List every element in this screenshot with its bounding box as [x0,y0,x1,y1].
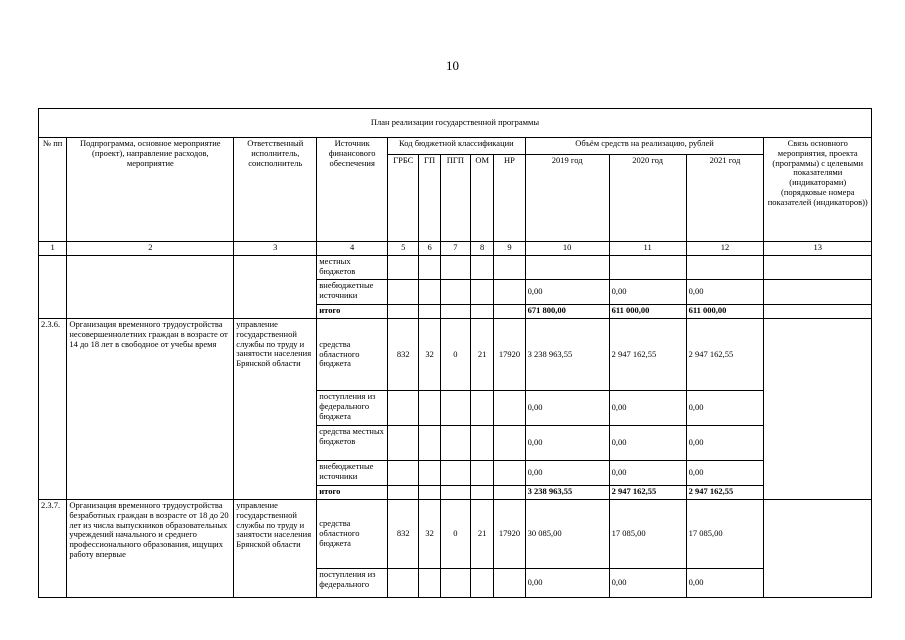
code-om: 21 [471,500,494,569]
header-2020: 2020 год [609,155,686,242]
code-pgp: 0 [440,500,470,569]
amount-cell: 17 085,00 [686,500,764,569]
header-responsible: Ответственный исполнитель, соисполнитель [234,138,317,242]
total-label: итого [317,305,388,319]
amount-cell: 0,00 [686,391,764,426]
total-cell: 2 947 162,55 [609,486,686,500]
header-subprogram: Подпрограмма, основное мероприятие (проект), направление расходов, мероприятие [67,138,234,242]
col-number: 9 [494,242,525,256]
amount-cell: 0,00 [609,461,686,486]
amount-cell: 0,00 [686,569,764,598]
source-cell: средства областного бюджета [317,319,388,391]
col-number: 13 [764,242,872,256]
total-label: итого [317,486,388,500]
header-2021: 2021 год [686,155,764,242]
code-grbs: 832 [388,319,419,391]
header-link: Связь основного мероприятия, проекта (программы) с целевыми показателями (индикаторами) (порядковые номера показателей (индикаторов)) [764,138,872,242]
amount-cell: 3 238 963,55 [525,319,609,391]
table-row [39,500,872,569]
code-gp: 32 [419,500,440,569]
item-number: 2.3.6. [39,319,67,500]
total-cell: 2 947 162,55 [686,486,764,500]
amount-cell: 0,00 [686,426,764,461]
amount-cell: 0,00 [609,569,686,598]
amount-cell: 0,00 [609,280,686,305]
amount-cell: 0,00 [686,461,764,486]
code-om: 21 [471,319,494,391]
total-cell: 611 000,00 [686,305,764,319]
total-cell: 611 000,00 [609,305,686,319]
header-gp: ГП [419,155,440,242]
amount-cell: 0,00 [525,426,609,461]
item-number: 2.3.7. [39,500,67,598]
col-number: 1 [39,242,67,256]
col-number: 12 [686,242,764,256]
col-number: 5 [388,242,419,256]
col-number: 8 [471,242,494,256]
link-cell [764,500,872,598]
code-nr: 17920 [494,500,525,569]
amount-cell: 2 947 162,55 [686,319,764,391]
item-name: Организация временного трудоустройства несовершеннолетних граждан в возрасте от 14 до 18 лет в свободное от учебы время [67,319,234,500]
column-number-row [39,242,872,256]
source-cell: поступления из федерального бюджета [317,391,388,426]
amount-cell: 0,00 [609,426,686,461]
item-name: Организация временного трудоустройства безработных граждан в возрасте от 18 до 20 лет из числа выпускников образовательных учреждений начального и среднего профессионального образования, ищущих работу впервые [67,500,234,598]
table-row [39,256,872,280]
link-cell [764,319,872,500]
col-number: 10 [525,242,609,256]
header-nr: НР [494,155,525,242]
header-num: № пп [39,138,67,242]
col-number: 3 [234,242,317,256]
amount-cell: 0,00 [525,569,609,598]
source-cell: средства областного бюджета [317,500,388,569]
col-number: 11 [609,242,686,256]
source-cell: поступления из федерального [317,569,388,598]
amount-cell: 0,00 [609,391,686,426]
header-source: Источник финансового обеспечения [317,138,388,242]
amount-cell: 17 085,00 [609,500,686,569]
amount-cell: 0,00 [525,391,609,426]
plan-table [38,108,872,598]
header-amount: Объём средств на реализацию, рублей [525,138,764,155]
total-cell: 3 238 963,55 [525,486,609,500]
code-nr: 17920 [494,319,525,391]
col-number: 2 [67,242,234,256]
source-cell: внебюджетные источники [317,461,388,486]
item-responsible: управление государственной службы по труду и занятости населения Брянской области [234,319,317,500]
header-om: ОМ [471,155,494,242]
code-pgp: 0 [440,319,470,391]
amount-cell: 0,00 [525,280,609,305]
code-gp: 32 [419,319,440,391]
item-responsible: управление государственной службы по труду и занятости населения Брянской области [234,500,317,598]
amount-cell: 0,00 [525,461,609,486]
total-cell: 671 800,00 [525,305,609,319]
header-2019: 2019 год [525,155,609,242]
header-pgp: ПГП [440,155,470,242]
header-grbs: ГРБС [388,155,419,242]
amount-cell: 2 947 162,55 [609,319,686,391]
table-row [39,319,872,391]
source-cell: внебюджетные источники [317,280,388,305]
code-grbs: 832 [388,500,419,569]
col-number: 7 [440,242,470,256]
source-cell: местных бюджетов [317,256,388,280]
page-number: 10 [446,58,459,73]
amount-cell: 0,00 [686,280,764,305]
col-number: 4 [317,242,388,256]
source-cell: средства местных бюджетов [317,426,388,461]
table-title: План реализации государственной программы [39,109,872,138]
col-number: 6 [419,242,440,256]
header-budget-code: Код бюджетной классификации [388,138,526,155]
amount-cell: 30 085,00 [525,500,609,569]
